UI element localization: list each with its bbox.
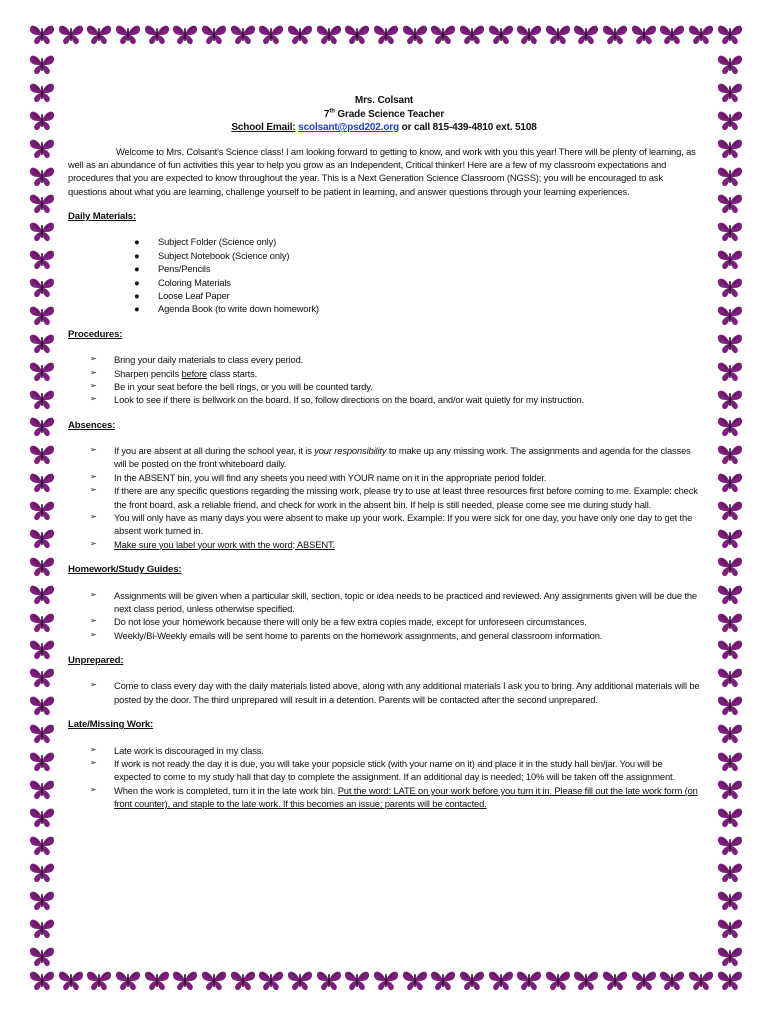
butterfly-icon bbox=[716, 136, 744, 160]
item-text: Pens/Pencils bbox=[158, 263, 211, 275]
arrow-bullet-icon: ➢ bbox=[90, 511, 97, 521]
butterfly-icon bbox=[687, 22, 715, 46]
list-item bbox=[68, 367, 700, 380]
arrow-bullet-icon: ➢ bbox=[90, 445, 97, 455]
item-text: to make up any missing work. The assignments and agenda for the classes will be posted on the front whiteboard daily. bbox=[114, 445, 691, 470]
butterfly-icon bbox=[114, 968, 142, 992]
butterfly-icon bbox=[57, 22, 85, 46]
list-item bbox=[68, 744, 700, 757]
butterfly-icon bbox=[286, 22, 314, 46]
butterfly-icon bbox=[28, 968, 56, 992]
butterfly-icon bbox=[716, 968, 744, 992]
list-item bbox=[68, 471, 700, 484]
item-text: class starts. bbox=[207, 367, 258, 379]
bullet-icon: ● bbox=[134, 249, 140, 261]
border-right bbox=[716, 52, 746, 968]
butterfly-icon bbox=[716, 526, 744, 550]
intro-paragraph: Welcome to Mrs. Colsant's Science class! I am looking forward to getting to know, and work with you this year! There will be plenty of learning, as well as an abundance of fun activities this year to help you grow as an Independent, Critical thinker! Here are a few of my classroom expectations and procedures that you are expected to know throughout the year. This is a Next Generation Science Classroom (NGSS); you will be encouraged to ask questions about what you are learning, challenge yourself to be patient in learning, and answer questions through your learning experiences. bbox=[68, 145, 696, 197]
butterfly-icon bbox=[716, 693, 744, 717]
item-text: Assignments will be given when a particular skill, section, topic or idea needs to be practiced and reviewed. Any assignments given will be due the next class period, unless otherwise specified. bbox=[114, 589, 697, 614]
butterfly-icon bbox=[716, 777, 744, 801]
butterfly-icon bbox=[343, 968, 371, 992]
butterfly-icon bbox=[171, 968, 199, 992]
list-item bbox=[68, 276, 700, 289]
item-text: If work is not ready the day it is due, you will take your popsicle stick (with your name on it) and place it in the study hall bin/jar. You will be expected to come to my study hall that day to complete the assignment. If an additional day is needed; 10% will be taken off the assignment. bbox=[114, 758, 675, 783]
butterfly-icon bbox=[716, 944, 744, 968]
arrow-bullet-icon: ➢ bbox=[90, 485, 97, 495]
list-item bbox=[68, 484, 700, 511]
butterfly-icon bbox=[630, 22, 658, 46]
butterfly-icon bbox=[229, 968, 257, 992]
butterfly-icon bbox=[716, 387, 744, 411]
list-item bbox=[68, 444, 700, 471]
butterfly-icon bbox=[716, 833, 744, 857]
arrow-bullet-icon: ➢ bbox=[90, 354, 97, 364]
daily-materials-list bbox=[68, 235, 700, 315]
butterfly-icon bbox=[28, 442, 56, 466]
grade-suffix: th bbox=[329, 108, 335, 115]
butterfly-icon bbox=[28, 331, 56, 355]
emphasis-text: Put the word: LATE on your work before you turn it in. Please fill out the late work form (on front counter), and staple to the late work. If this becomes an issue; parents will be contacted. bbox=[114, 784, 698, 810]
homework-heading: Homework/Study Guides: bbox=[68, 563, 182, 575]
list-item bbox=[68, 615, 700, 628]
bullet-icon: ● bbox=[134, 263, 140, 275]
item-text: Make sure you label your work with the word; ABSENT. bbox=[114, 538, 335, 550]
butterfly-icon bbox=[28, 136, 56, 160]
butterfly-icon bbox=[372, 22, 400, 46]
butterfly-icon bbox=[401, 968, 429, 992]
butterfly-icon bbox=[28, 387, 56, 411]
arrow-bullet-icon: ➢ bbox=[90, 589, 97, 599]
list-item bbox=[68, 235, 700, 248]
teacher-title bbox=[68, 108, 700, 122]
butterfly-icon bbox=[716, 665, 744, 689]
email-label: School Email: bbox=[231, 122, 296, 133]
item-text: Subject Notebook (Science only) bbox=[158, 249, 290, 261]
butterfly-icon bbox=[28, 665, 56, 689]
butterfly-icon bbox=[257, 22, 285, 46]
butterfly-icon bbox=[716, 805, 744, 829]
butterfly-icon bbox=[716, 164, 744, 188]
list-item bbox=[68, 784, 700, 811]
unprepared-list bbox=[68, 679, 700, 706]
procedures-heading: Procedures: bbox=[68, 328, 123, 340]
butterfly-icon bbox=[315, 968, 343, 992]
butterfly-icon bbox=[716, 498, 744, 522]
butterfly-icon bbox=[687, 968, 715, 992]
butterfly-icon bbox=[28, 470, 56, 494]
arrow-bullet-icon: ➢ bbox=[90, 616, 97, 626]
butterfly-icon bbox=[28, 833, 56, 857]
butterfly-icon bbox=[57, 968, 85, 992]
butterfly-icon bbox=[28, 275, 56, 299]
butterfly-icon bbox=[716, 721, 744, 745]
item-text: Look to see if there is bellwork on the board. If so, follow directions on the board, and/or wait quietly for my instruction. bbox=[114, 394, 585, 406]
butterfly-icon bbox=[28, 414, 56, 438]
butterfly-icon bbox=[200, 22, 228, 46]
list-item bbox=[68, 289, 700, 302]
butterfly-icon bbox=[229, 22, 257, 46]
border-bottom bbox=[28, 968, 744, 998]
butterfly-icon bbox=[286, 968, 314, 992]
butterfly-icon bbox=[85, 968, 113, 992]
arrow-bullet-icon: ➢ bbox=[90, 744, 97, 754]
butterfly-icon bbox=[716, 331, 744, 355]
absences-heading: Absences: bbox=[68, 419, 116, 431]
butterfly-icon bbox=[716, 275, 744, 299]
butterfly-icon bbox=[28, 637, 56, 661]
document-page bbox=[68, 94, 700, 811]
butterfly-icon bbox=[114, 22, 142, 46]
homework-list bbox=[68, 589, 700, 642]
butterfly-icon bbox=[716, 442, 744, 466]
item-text: If there are any specific questions regarding the missing work, please try to use at least three resources first before coming to me. Example: check the front board, ask a reliable friend, and check for work in the absent bin. If help is still needed, please come see me during study hall. bbox=[114, 485, 698, 510]
procedures-list bbox=[68, 353, 700, 406]
butterfly-icon bbox=[716, 219, 744, 243]
butterfly-icon bbox=[171, 22, 199, 46]
butterfly-icon bbox=[716, 303, 744, 327]
item-text: Subject Folder (Science only) bbox=[158, 236, 277, 248]
butterfly-icon bbox=[28, 22, 56, 46]
butterfly-icon bbox=[716, 80, 744, 104]
list-item bbox=[68, 380, 700, 393]
item-text: Weekly/Bi-Weekly emails will be sent home to parents on the homework assignments, and general classroom information. bbox=[114, 629, 603, 641]
butterfly-icon bbox=[716, 247, 744, 271]
butterfly-icon bbox=[572, 968, 600, 992]
butterfly-icon bbox=[458, 968, 486, 992]
butterfly-icon bbox=[28, 610, 56, 634]
butterfly-icon bbox=[28, 554, 56, 578]
arrow-bullet-icon: ➢ bbox=[90, 680, 97, 690]
butterfly-icon bbox=[28, 164, 56, 188]
list-item bbox=[68, 538, 700, 551]
contact-line bbox=[68, 121, 700, 135]
butterfly-icon bbox=[28, 108, 56, 132]
teacher-name: Mrs. Colsant bbox=[354, 95, 414, 106]
list-item bbox=[68, 393, 700, 406]
item-text: Late work is discouraged in my class. bbox=[114, 744, 264, 756]
butterfly-icon bbox=[716, 108, 744, 132]
butterfly-icon bbox=[716, 916, 744, 940]
butterfly-icon bbox=[716, 860, 744, 884]
butterfly-icon bbox=[28, 916, 56, 940]
butterfly-icon bbox=[458, 22, 486, 46]
arrow-bullet-icon: ➢ bbox=[90, 380, 97, 390]
butterfly-icon bbox=[515, 22, 543, 46]
butterfly-icon bbox=[28, 805, 56, 829]
butterfly-icon bbox=[630, 968, 658, 992]
email-link[interactable]: scolsant@psd202.org bbox=[298, 122, 399, 133]
butterfly-icon bbox=[601, 22, 629, 46]
butterfly-icon bbox=[572, 22, 600, 46]
butterfly-icon bbox=[28, 860, 56, 884]
butterfly-icon bbox=[28, 52, 56, 76]
emphasis-text: your responsibility bbox=[314, 445, 387, 457]
butterfly-icon bbox=[200, 968, 228, 992]
item-text: Loose Leaf Paper bbox=[158, 289, 230, 301]
arrow-bullet-icon: ➢ bbox=[90, 394, 97, 404]
butterfly-icon bbox=[28, 359, 56, 383]
item-text: In the ABSENT bin, you will find any sheets you need with YOUR name on it in the appropriate period folder. bbox=[114, 471, 547, 483]
bullet-icon: ● bbox=[134, 236, 140, 248]
butterfly-icon bbox=[429, 968, 457, 992]
butterfly-icon bbox=[487, 22, 515, 46]
butterfly-icon bbox=[601, 968, 629, 992]
butterfly-icon bbox=[716, 52, 744, 76]
butterfly-icon bbox=[28, 303, 56, 327]
butterfly-icon bbox=[716, 888, 744, 912]
list-item bbox=[68, 679, 700, 706]
butterfly-icon bbox=[401, 22, 429, 46]
item-text: Agenda Book (to write down homework) bbox=[158, 303, 319, 315]
butterfly-icon bbox=[716, 470, 744, 494]
late-work-heading: Late/Missing Work: bbox=[68, 719, 154, 731]
item-text: You will only have as many days you were absent to make up your work. Example: If you were sick for one day, you have only one day to get the absent work turned in. bbox=[114, 511, 693, 537]
arrow-bullet-icon: ➢ bbox=[90, 629, 97, 639]
butterfly-icon bbox=[28, 247, 56, 271]
butterfly-icon bbox=[487, 968, 515, 992]
butterfly-icon bbox=[28, 498, 56, 522]
list-item bbox=[68, 262, 700, 275]
butterfly-icon bbox=[716, 637, 744, 661]
butterfly-icon bbox=[716, 359, 744, 383]
item-text: Sharpen pencils bbox=[114, 367, 182, 379]
item-text: When the work is completed, turn it in the late work bin. bbox=[114, 784, 338, 796]
butterfly-icon bbox=[28, 191, 56, 215]
butterfly-icon bbox=[85, 22, 113, 46]
bullet-icon: ● bbox=[134, 289, 140, 301]
butterfly-icon bbox=[658, 22, 686, 46]
butterfly-icon bbox=[28, 693, 56, 717]
grade-number: 7 bbox=[323, 108, 330, 120]
butterfly-icon bbox=[429, 22, 457, 46]
item-text: Be in your seat before the bell rings, or you will be counted tardy. bbox=[114, 380, 373, 392]
list-item bbox=[68, 629, 700, 642]
bullet-icon: ● bbox=[134, 276, 140, 288]
list-item bbox=[68, 302, 700, 315]
border-left bbox=[28, 52, 58, 968]
item-text: Coloring Materials bbox=[158, 276, 231, 288]
list-item bbox=[68, 589, 700, 616]
late-work-list bbox=[68, 744, 700, 811]
item-text: Come to class every day with the daily materials listed above, along with any additional materials I ask you to bring. Any additional materials will be posted by the door. The third unprepared will result in a detention. Parents will be contacted after the second unprepared. bbox=[114, 680, 700, 705]
butterfly-icon bbox=[28, 582, 56, 606]
border-top bbox=[28, 22, 744, 52]
butterfly-icon bbox=[28, 888, 56, 912]
butterfly-icon bbox=[716, 414, 744, 438]
item-text: If you are absent at all during the school year, it is bbox=[114, 445, 315, 457]
butterfly-icon bbox=[28, 749, 56, 773]
list-item bbox=[68, 353, 700, 366]
butterfly-icon bbox=[315, 22, 343, 46]
butterfly-icon bbox=[143, 968, 171, 992]
emphasis-text: before bbox=[181, 367, 208, 379]
list-item bbox=[68, 511, 700, 538]
butterfly-icon bbox=[28, 944, 56, 968]
butterfly-icon bbox=[716, 22, 744, 46]
butterfly-icon bbox=[143, 22, 171, 46]
butterfly-icon bbox=[716, 554, 744, 578]
butterfly-icon bbox=[658, 968, 686, 992]
butterfly-icon bbox=[544, 22, 572, 46]
butterfly-icon bbox=[544, 968, 572, 992]
butterfly-icon bbox=[28, 526, 56, 550]
daily-materials-heading: Daily Materials: bbox=[68, 210, 136, 222]
absences-list bbox=[68, 444, 700, 551]
butterfly-icon bbox=[515, 968, 543, 992]
butterfly-icon bbox=[716, 191, 744, 215]
phone-text: or call 815-439-4810 ext. 5108 bbox=[398, 122, 537, 133]
butterfly-icon bbox=[257, 968, 285, 992]
list-item bbox=[68, 757, 700, 784]
butterfly-icon bbox=[716, 610, 744, 634]
item-text: Do not lose your homework because there will only be a few extra copies made, except for unforeseen circumstances. bbox=[114, 616, 587, 628]
arrow-bullet-icon: ➢ bbox=[90, 471, 97, 481]
arrow-bullet-icon: ➢ bbox=[90, 538, 97, 548]
item-text: Bring your daily materials to class every period. bbox=[114, 354, 304, 366]
butterfly-icon bbox=[28, 219, 56, 243]
list-item bbox=[68, 249, 700, 262]
unprepared-heading: Unprepared: bbox=[68, 654, 124, 666]
butterfly-icon bbox=[28, 721, 56, 745]
butterfly-icon bbox=[28, 80, 56, 104]
arrow-bullet-icon: ➢ bbox=[90, 758, 97, 768]
arrow-bullet-icon: ➢ bbox=[90, 784, 97, 794]
letter-header bbox=[68, 94, 700, 135]
bullet-icon: ● bbox=[134, 303, 140, 315]
butterfly-icon bbox=[716, 582, 744, 606]
grade-title: Grade Science Teacher bbox=[334, 108, 445, 120]
butterfly-icon bbox=[372, 968, 400, 992]
arrow-bullet-icon: ➢ bbox=[90, 367, 97, 377]
butterfly-icon bbox=[28, 777, 56, 801]
butterfly-icon bbox=[716, 749, 744, 773]
butterfly-icon bbox=[343, 22, 371, 46]
